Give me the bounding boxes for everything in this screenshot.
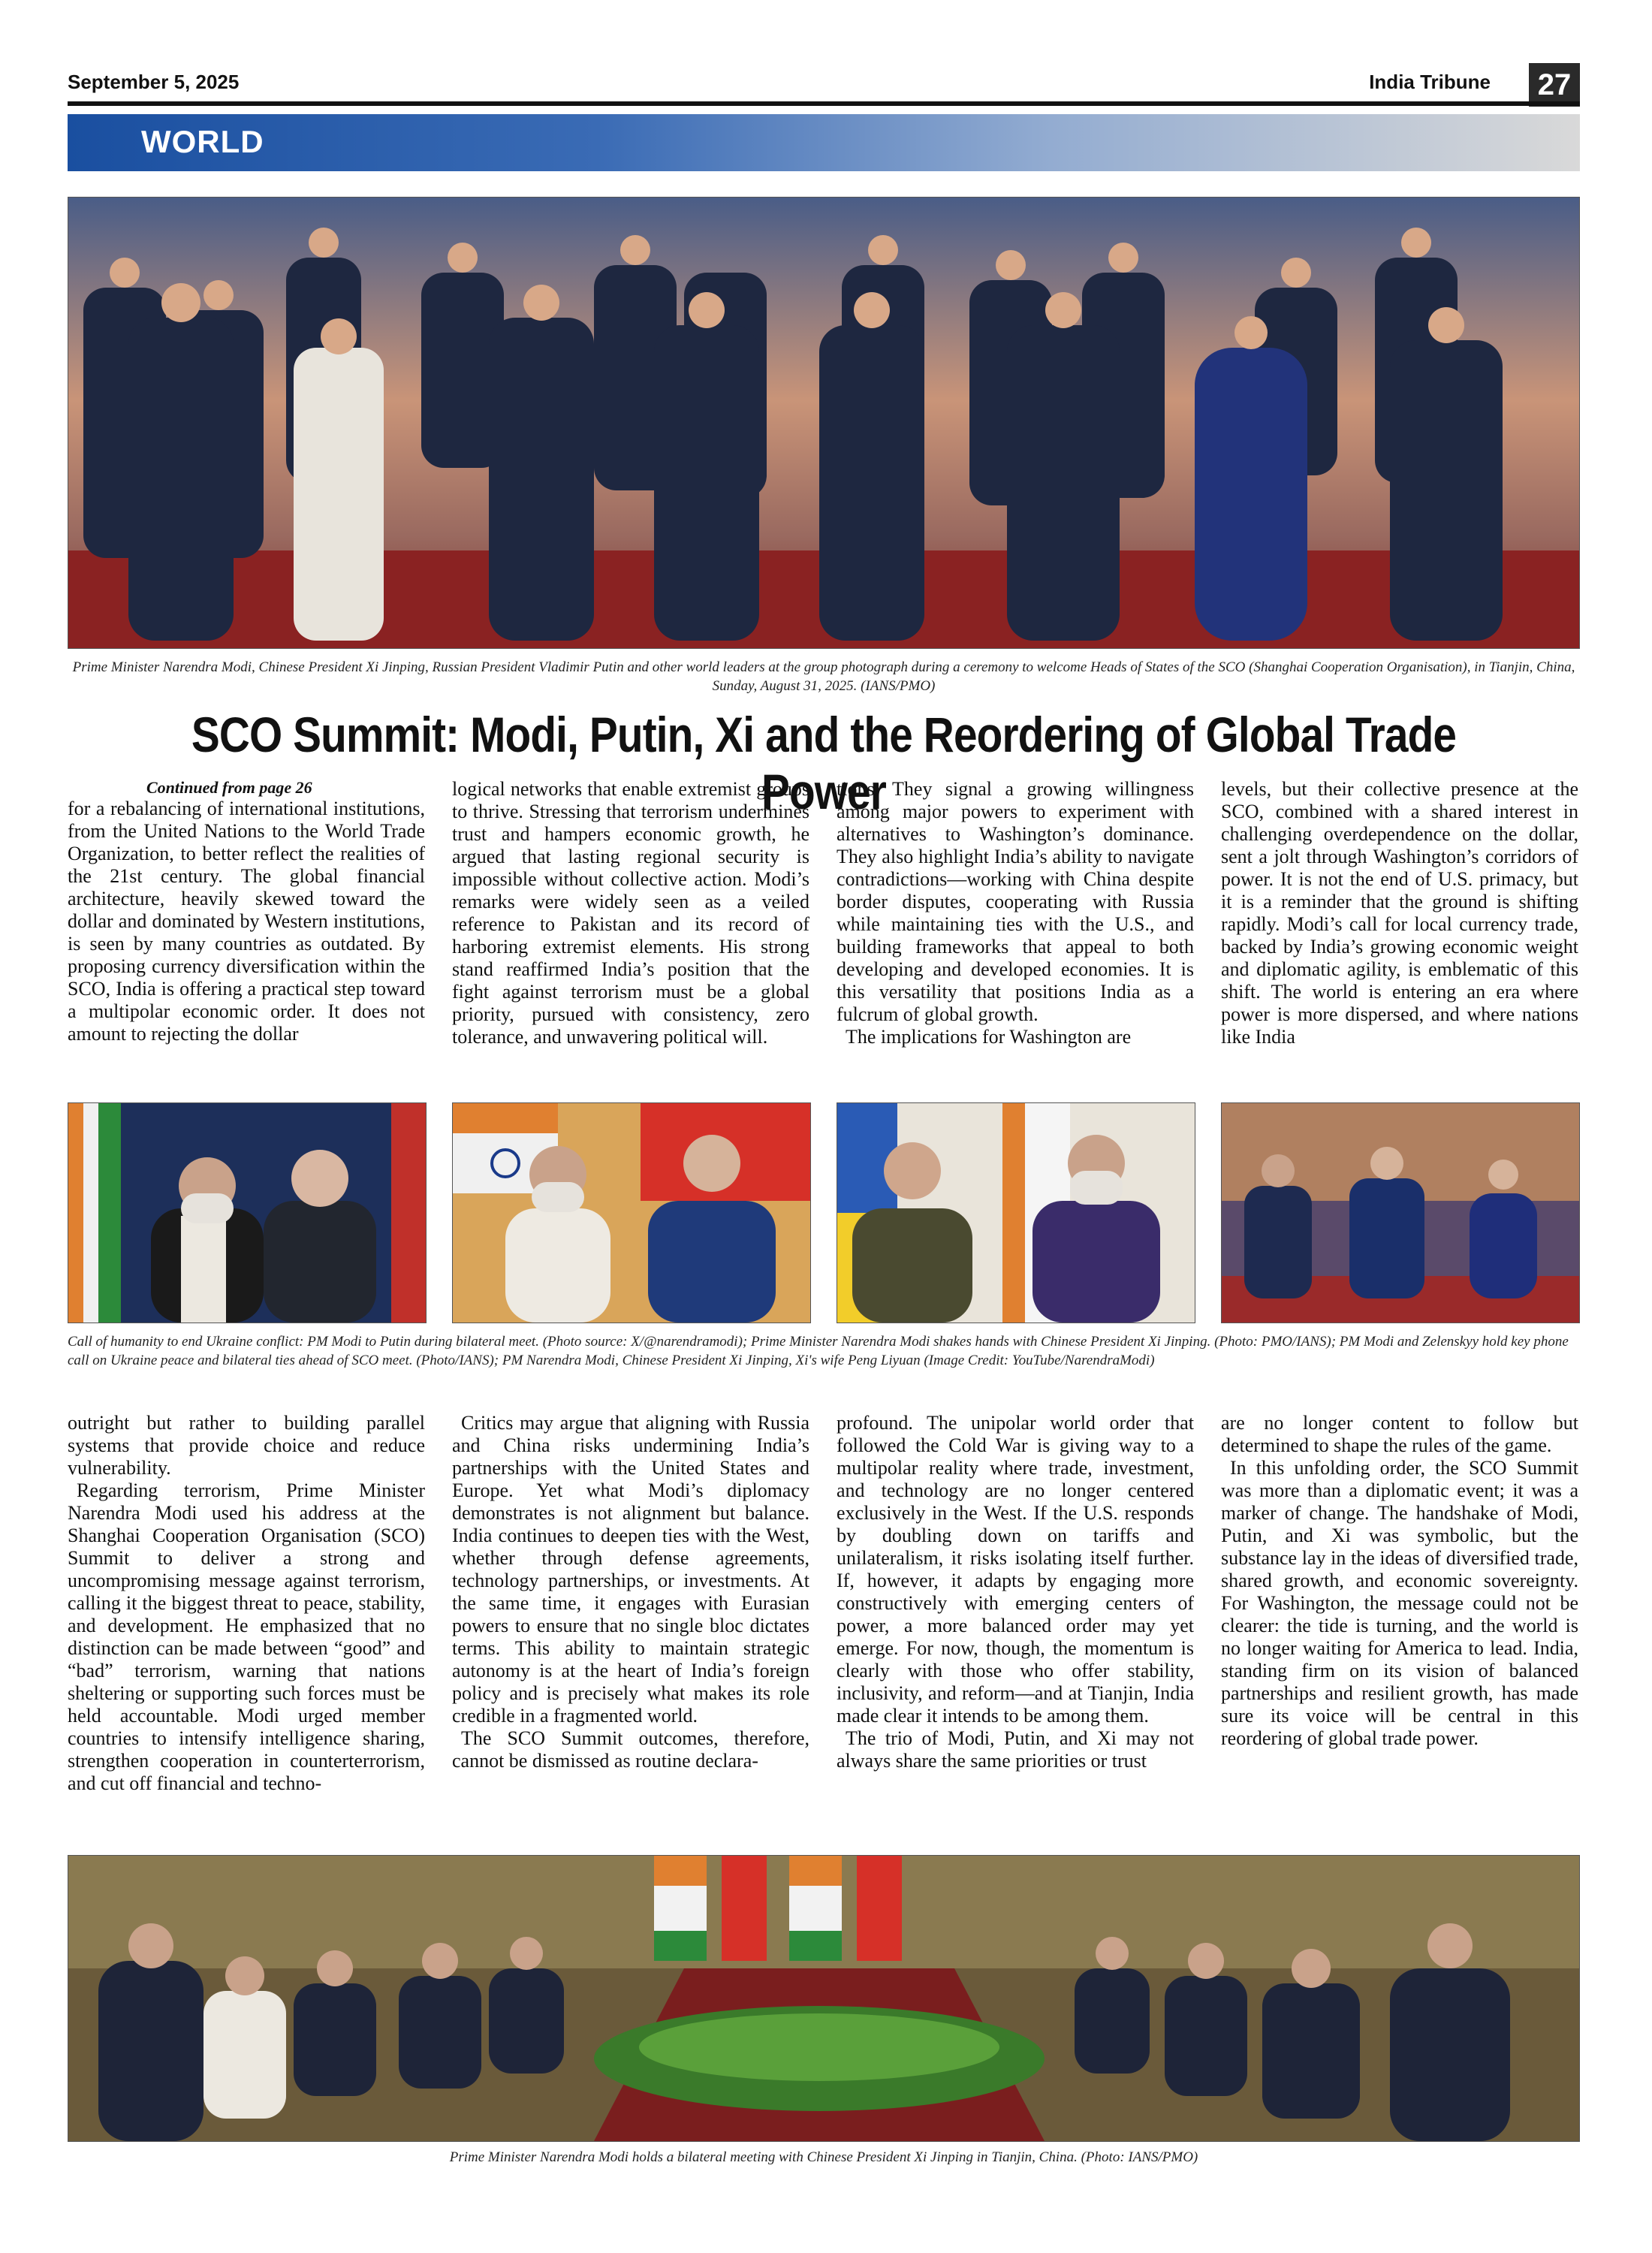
- publication-name: India Tribune: [1369, 71, 1491, 93]
- paragraph: The trio of Modi, Putin, and Xi may not always share the same priorities or trust: [837, 1727, 1194, 1772]
- modi-xi-peng-photo: [1221, 1102, 1580, 1323]
- paragraph: outright but rather to building parallel systems that provide choice and reduce vulnerability.: [68, 1412, 425, 1479]
- article-column-3-lower: [837, 1412, 1194, 1772]
- article-column-2-lower: [452, 1412, 809, 1772]
- bilateral-meeting-image: [68, 1856, 1579, 2141]
- paragraph: In this unfolding order, the SCO Summit was more than a diplomatic event; it was a marker of change. The handshake of Modi, Putin, and Xi was symbolic, but the substance lay in the ideas of diversified trade, shared growth, and economic sovereignty. For Washington, the message could not be clearer: the tide is turning, and the world is no longer waiting for America to lead. India, standing firm on its vision of balanced partnerships and resilient growth, has made sure its voice will be central in this reordering of global trade power.: [1221, 1457, 1578, 1749]
- section-bar: [68, 114, 1580, 171]
- middle-photos-caption: Call of humanity to end Ukraine conflict: PM Modi to Putin during bilateral meet. (Photo source: X/@narendramodi); Prime Minister Narendra Modi shakes hands with Chinese President Xi Jinping. (Photo: PMO/IANS); PM Modi and Zelenskyy hold key phone call on Ukraine peace and bilateral ties ahead of SCO meet. (Photo/IANS); PM Narendra Modi, Chinese President Xi Jinping, Xi's wife Peng Liyuan (Image Credit: YouTube/NarendraModi): [68, 1334, 1569, 1368]
- section-label: WORLD: [141, 124, 264, 159]
- continued-kicker: Continued from page 26: [146, 778, 312, 797]
- paragraph: The implications for Washington are: [846, 1026, 1132, 1048]
- modi-putin-image: [68, 1103, 426, 1323]
- modi-zelenskyy-photo: [837, 1102, 1195, 1323]
- paragraph: The SCO Summit outcomes, therefore, cannot be dismissed as routine declara-: [452, 1727, 809, 1772]
- paragraph: Critics may argue that aligning with Russia and China risks undermining India’s partnerships with the United States and Europe. Yet what Modi’s diplomacy demonstrates is not alignment but balance. India continues to deepen ties with the West, whether through defense agreements, technology partnerships, or investments. At the same time, it engages with Eurasian powers to ensure that no single bloc dictates terms. This ability to maintain strategic autonomy is at the heart of India’s foreign policy and is precisely what makes its role credible in a fragmented world.: [452, 1412, 809, 1727]
- issue-date: September 5, 2025: [68, 71, 240, 93]
- paragraph: are no longer content to follow but determined to shape the rules of the game.: [1221, 1412, 1578, 1456]
- paragraph: levels, but their collective presence at the SCO, combined with a shared interest in challenging overdependence on the dollar, sent a jolt through Washington’s corridors of power. It is not the end of U.S. primacy, but it is a reminder that the ground is shifting rapidly. Modi’s call for local currency trade, backed by India’s growing economic weight and diplomatic agility, is emblematic of this shift. The world is entering an era where power is more dispersed, and where nations like India: [1221, 778, 1578, 1048]
- paragraph: tions. They signal a growing willingness among major powers to experiment with alternatives to Washington’s dominance. They also highlight India’s ability to navigate contradictions—working with China despite border disputes, cooperating with Russia while maintaining ties with the U.S., and building frameworks that appeal to both developing and developed economies. It is this versatility that positions India as a fulcrum of global growth.: [837, 778, 1194, 1025]
- page-number: 27: [1529, 63, 1580, 107]
- paragraph: logical networks that enable extremist groups to thrive. Stressing that terrorism undermines trust and hampers economic growth, he argued that lasting regional security is impossible without collective action. Modi’s remarks were widely seen as a veiled reference to Pakistan and its record of harboring extremist elements. His strong stand reaffirmed India’s position that the fight against terrorism must be a global priority, pursued with consistency, zero tolerance, and unwavering political will.: [452, 778, 809, 1048]
- header-rule: [68, 101, 1580, 106]
- paragraph: for a rebalancing of international institutions, from the United Nations to the World Trade Organization, to better reflect the realities of the 21st century. The global financial architecture, heavily skewed toward the dollar and dominated by Western institutions, is seen by many countries as outdated. By proposing currency diversification within the SCO, India is offering a practical step toward a multipolar economic order. It does not amount to rejecting the dollar: [68, 798, 425, 1045]
- group-photo-caption: Prime Minister Narendra Modi, Chinese President Xi Jinping, Russian President Vladimir Putin and other world leaders at the group photograph during a ceremony to welcome Heads of States of the SCO (Shanghai Cooperation Organisation), in Tianjin, China, Sunday, August 31, 2025. (IANS/PMO): [72, 659, 1575, 694]
- headline: SCO Summit: Modi, Putin, Xi and the Reordering of Global Trade Power: [191, 707, 1457, 819]
- modi-xi-image: [453, 1103, 810, 1323]
- article-column-4-lower: [1221, 1412, 1578, 1750]
- article-column-2-upper: [452, 778, 809, 1048]
- article-column-1-lower: [68, 1412, 425, 1795]
- article-column-3-upper: [837, 778, 1194, 1048]
- group-photo: [68, 197, 1580, 649]
- modi-xi-peng-image: [1222, 1103, 1579, 1323]
- bilateral-meeting-photo: [68, 1855, 1580, 2142]
- modi-putin-photo: [68, 1102, 427, 1323]
- article-column-4-upper: [1221, 778, 1578, 1048]
- paragraph: profound. The unipolar world order that followed the Cold War is giving way to a multipolar reality where trade, investment, and technology are no longer centered exclusively in the West. If the U.S. responds by doubling down on tariffs and unilateralism, it risks isolating itself further. If, however, it adapts by engaging more constructively with emerging centers of power, a more balanced order may yet emerge. For now, though, the momentum is clearly with those who offer stability, inclusivity, and reform—and at Tianjin, India made clear it intends to be among them.: [837, 1412, 1194, 1727]
- group-photo-image: [68, 198, 1579, 648]
- bilateral-meeting-caption: Prime Minister Narendra Modi holds a bilateral meeting with Chinese President Xi Jinping in Tianjin, China. (Photo: IANS/PMO): [449, 2149, 1198, 2165]
- article-column-1-upper: [68, 778, 425, 1045]
- modi-zelenskyy-image: [837, 1103, 1195, 1323]
- paragraph: Regarding terrorism, Prime Minister Narendra Modi used his address at the Shanghai Cooperation Organisation (SCO) Summit to deliver a strong and uncompromising message against terrorism, calling it the biggest threat to peace, stability, and development. He emphasized that no distinction can be made between “good” and “bad” terrorism, warning that nations sheltering or supporting such forces must be held accountable. Modi urged member countries to intensify intelligence sharing, strengthen cooperation in counterterrorism, and cut off financial and techno-: [68, 1479, 425, 1794]
- modi-xi-photo: [452, 1102, 811, 1323]
